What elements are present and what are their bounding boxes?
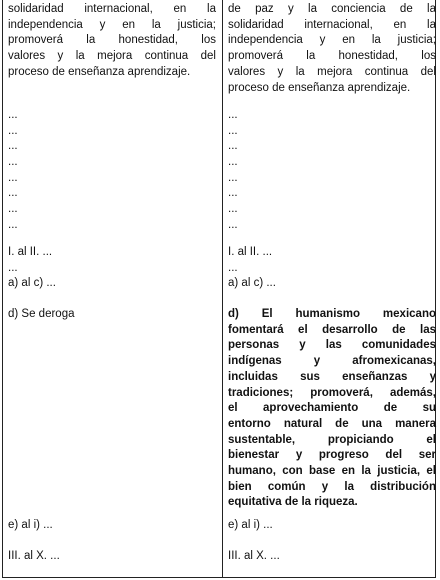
right-intro-line: independencia y en la justicia; — [228, 34, 436, 47]
right-ellipsis: ... — [228, 262, 238, 274]
right-inciso-d-line: incluidas sus enseñanzas y — [228, 370, 436, 383]
left-intro-line: proceso de enseñanza aprendizaje. — [8, 65, 191, 78]
right-intro-line: valores y la mejora continua del — [228, 65, 436, 78]
ellipsis-line: ... — [8, 203, 18, 216]
column-divider — [222, 0, 223, 578]
left-fraction-i-ii: I. al II. ... — [8, 246, 53, 258]
right-omitted-lines — [228, 108, 238, 234]
left-incisos-a-c: a) al c) ... — [8, 277, 56, 289]
right-inciso-d-line: bien común y la distribución — [228, 480, 436, 493]
right-inciso-d-line: el aprovechamiento de su — [228, 402, 436, 415]
left-intro-line: valores y la mejora continua del — [8, 50, 216, 63]
comparison-table — [2, 0, 436, 578]
right-intro-line: proceso de enseñanza aprendizaje. — [228, 81, 411, 94]
ellipsis-line: ... — [228, 124, 238, 137]
right-incisos-e-i: e) al i) ... — [228, 519, 273, 531]
right-intro-paragraph — [228, 2, 436, 96]
ellipsis-line: ... — [8, 124, 18, 137]
ellipsis-line: ... — [8, 156, 18, 169]
right-inciso-d-line: equitativa de la riqueza. — [228, 496, 358, 509]
right-inciso-d-line: entorno natural de una manera — [228, 417, 436, 430]
ellipsis-line: ... — [8, 218, 18, 231]
left-fraction-iii-x: III. al X. ... — [8, 550, 60, 562]
left-intro-line: solidaridad internacional, en la — [8, 3, 216, 15]
right-intro-line: solidaridad internacional, en la — [228, 18, 436, 31]
ellipsis-line: ... — [8, 187, 18, 200]
right-inciso-d-line: tradiciones; promoverá, además, — [228, 386, 436, 399]
ellipsis-line: ... — [228, 203, 238, 216]
ellipsis-line: ... — [228, 109, 238, 121]
right-incisos-a-c: a) al c) ... — [228, 277, 276, 289]
right-inciso-d-line: indígenas y afromexicanas, — [228, 355, 436, 368]
right-inciso-d-line: humano, con base en la justicia, el — [228, 465, 436, 478]
right-inciso-d-paragraph — [228, 307, 436, 511]
right-inciso-d-line: personas y las comunidades — [228, 339, 436, 352]
left-intro-line: promoverá la honestidad, los — [8, 34, 216, 47]
right-intro-line: de paz y la conciencia de la — [228, 3, 436, 15]
ellipsis-line: ... — [8, 140, 18, 153]
ellipsis-line: ... — [228, 140, 238, 153]
ellipsis-line: ... — [8, 171, 18, 184]
right-inciso-d-line: bienestar y progreso del ser — [228, 449, 436, 462]
left-intro-line: independencia y en la justicia; — [8, 18, 216, 31]
right-intro-line: promoverá la honestidad, los — [228, 50, 436, 63]
ellipsis-line: ... — [228, 171, 238, 184]
ellipsis-line: ... — [228, 156, 238, 169]
left-incisos-e-i: e) al i) ... — [8, 519, 53, 531]
right-fraction-i-ii: I. al II. ... — [228, 246, 273, 258]
right-inciso-d-line: fomentará el desarrollo de las — [228, 323, 436, 336]
left-inciso-d: d) Se deroga — [8, 308, 75, 320]
left-omitted-lines — [8, 108, 18, 234]
left-ellipsis: ... — [8, 262, 18, 274]
right-inciso-d-line: d) El humanismo mexicano — [228, 308, 436, 320]
ellipsis-line: ... — [228, 218, 238, 231]
right-fraction-iii-x: III. al X. ... — [228, 550, 280, 562]
ellipsis-line: ... — [228, 187, 238, 200]
left-intro-paragraph — [8, 2, 216, 81]
right-inciso-d-line: sustentable, propiciando el — [228, 433, 436, 446]
ellipsis-line: ... — [8, 109, 18, 121]
